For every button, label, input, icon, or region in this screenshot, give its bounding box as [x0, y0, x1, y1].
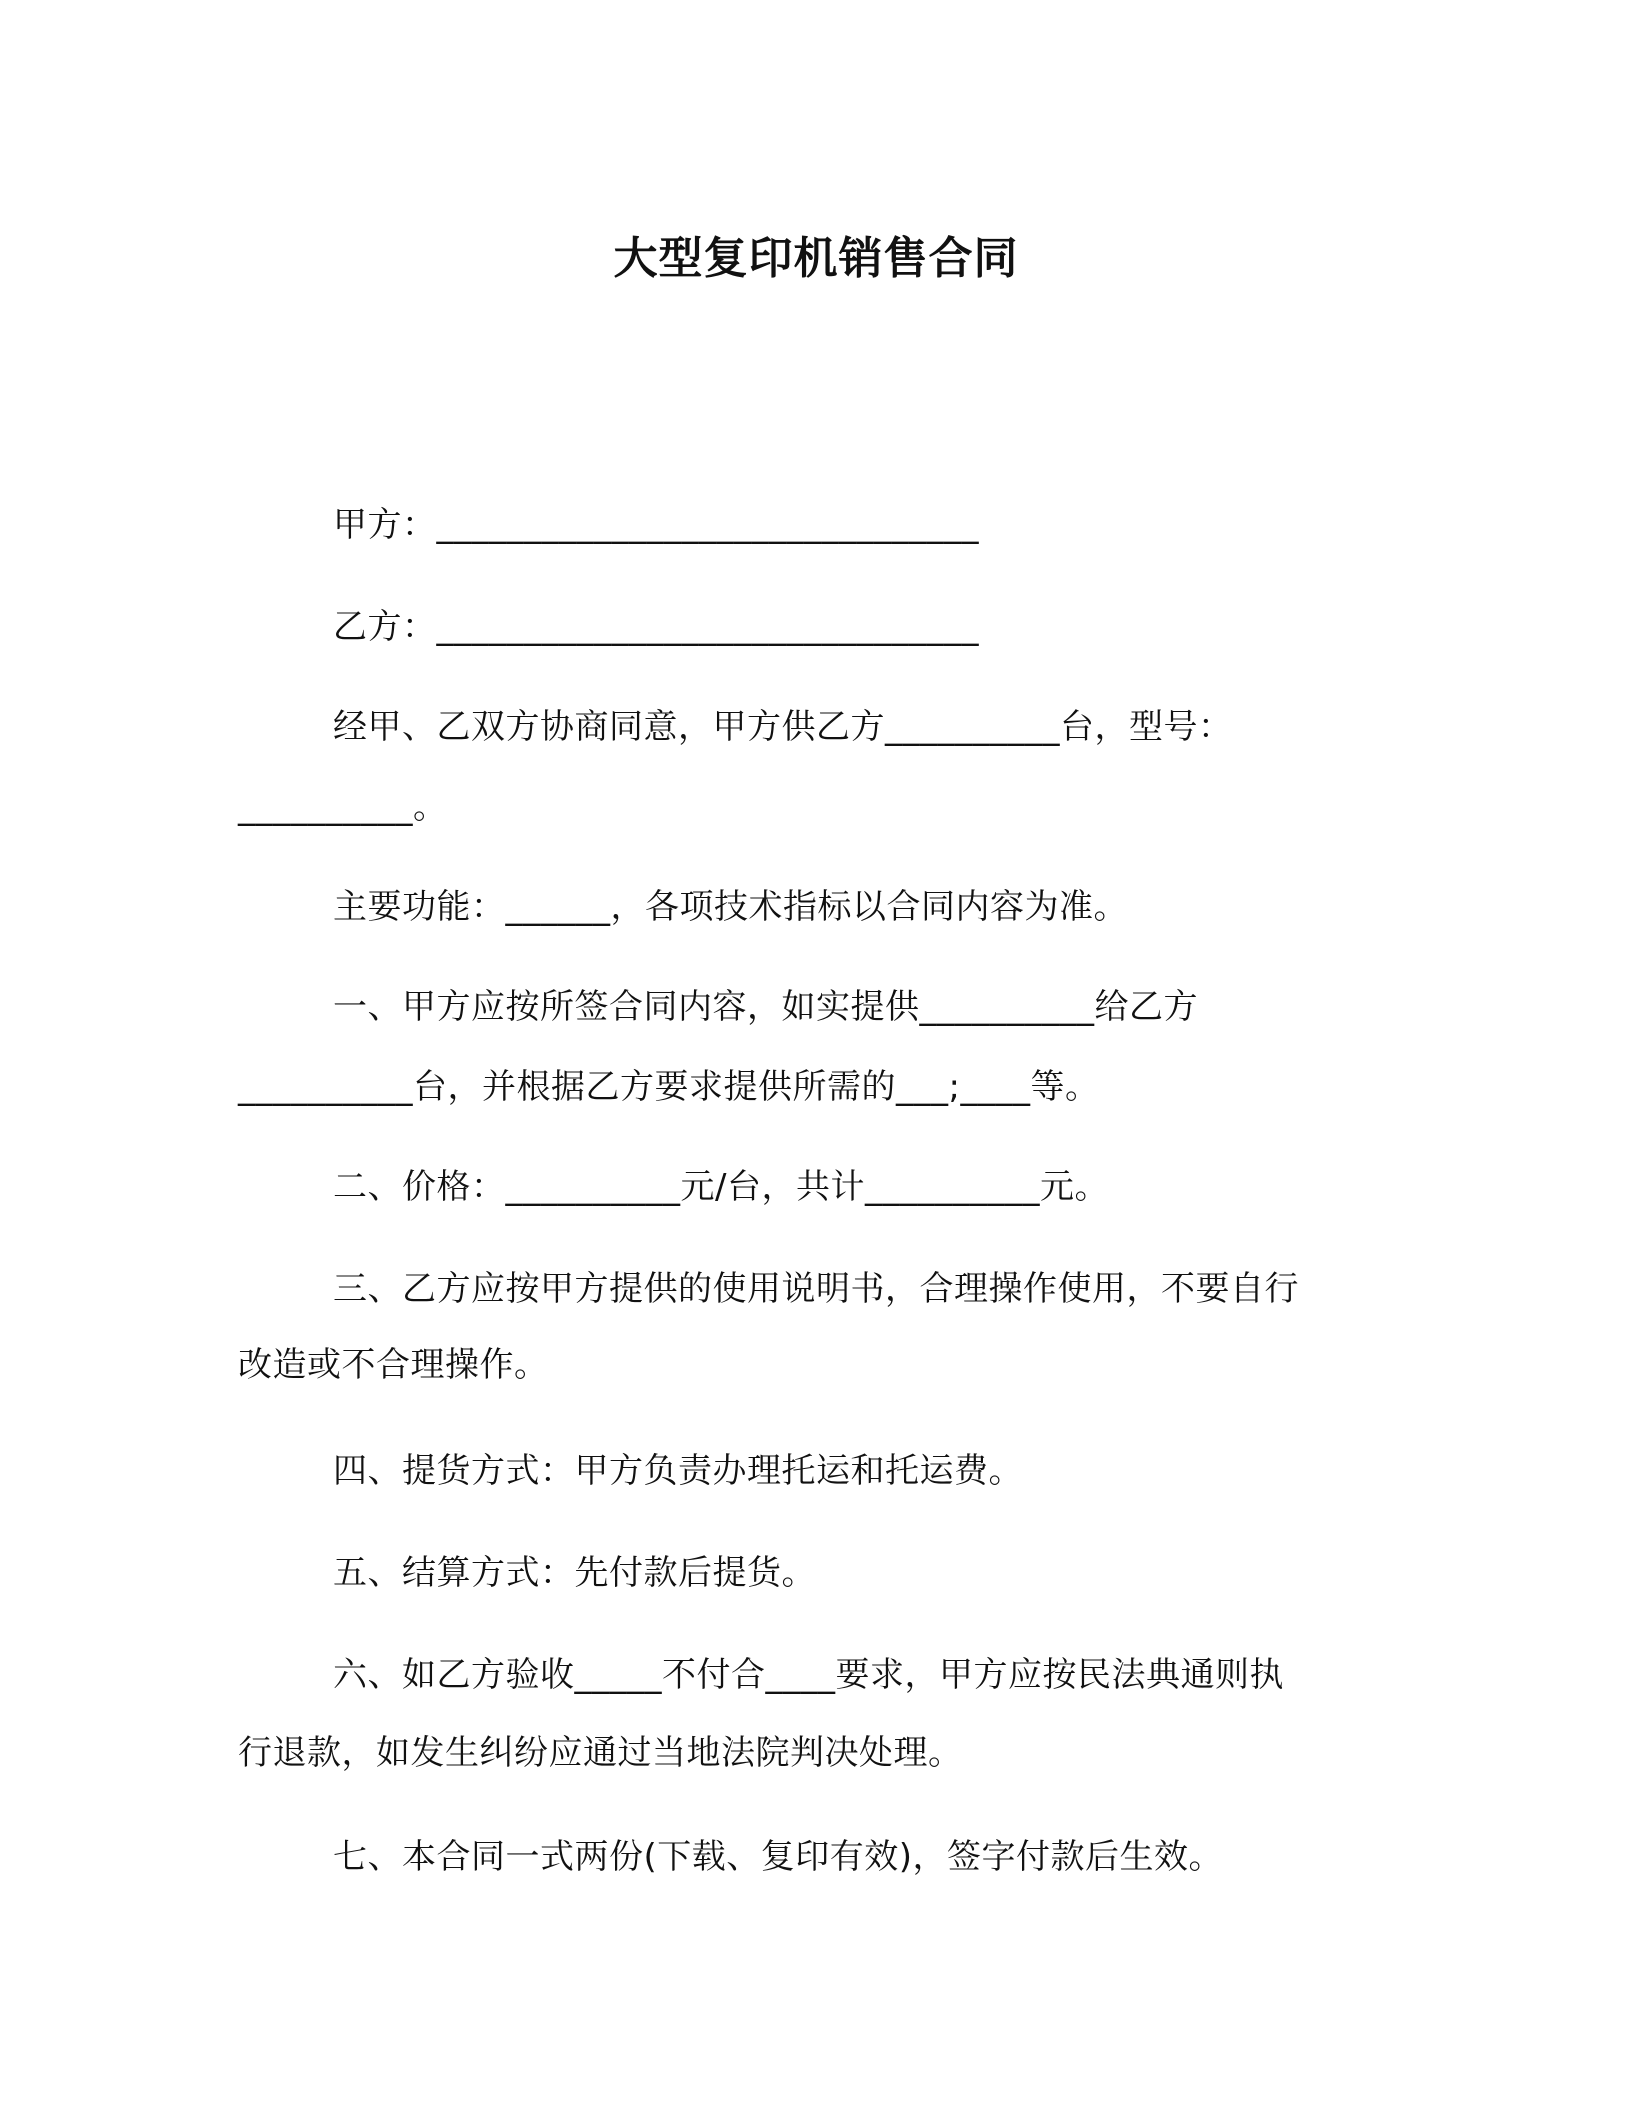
main-function-line: 主要功能：______，各项技术指标以合同内容为准。 [333, 887, 1128, 927]
clause-2-line: 二、价格：__________元/台，共计__________元。 [333, 1167, 1109, 1207]
page-title: 大型复印机销售合同 [613, 233, 1019, 284]
agreement-line-1: 经甲、乙双方协商同意，甲方供乙方__________台，型号： [333, 707, 1233, 747]
clause-6-line-2: 行退款，如发生纠纷应通过当地法院判决处理。 [238, 1733, 963, 1773]
clause-1-line-2: __________台，并根据乙方要求提供所需的___;____等。 [238, 1067, 1100, 1107]
clause-5-line: 五、结算方式：先付款后提货。 [333, 1553, 816, 1593]
clause-3-line-1: 三、乙方应按甲方提供的使用说明书，合理操作使用，不要自行 [333, 1269, 1299, 1309]
clause-3-line-2: 改造或不合理操作。 [238, 1345, 549, 1385]
party-b-line: 乙方：_______________________________ [333, 607, 979, 647]
clause-7-line: 七、本合同一式两份(下载、复印有效)，签字付款后生效。 [333, 1837, 1224, 1877]
agreement-line-2: __________。 [238, 787, 448, 827]
clause-4-line: 四、提货方式：甲方负责办理托运和托运费。 [333, 1451, 1023, 1491]
clause-1-line-1: 一、甲方应按所签合同内容，如实提供__________给乙方 [333, 987, 1198, 1027]
party-a-line: 甲方：_______________________________ [333, 505, 979, 545]
clause-6-line-1: 六、如乙方验收_____不付合____要求，甲方应按民法典通则执 [333, 1655, 1284, 1695]
